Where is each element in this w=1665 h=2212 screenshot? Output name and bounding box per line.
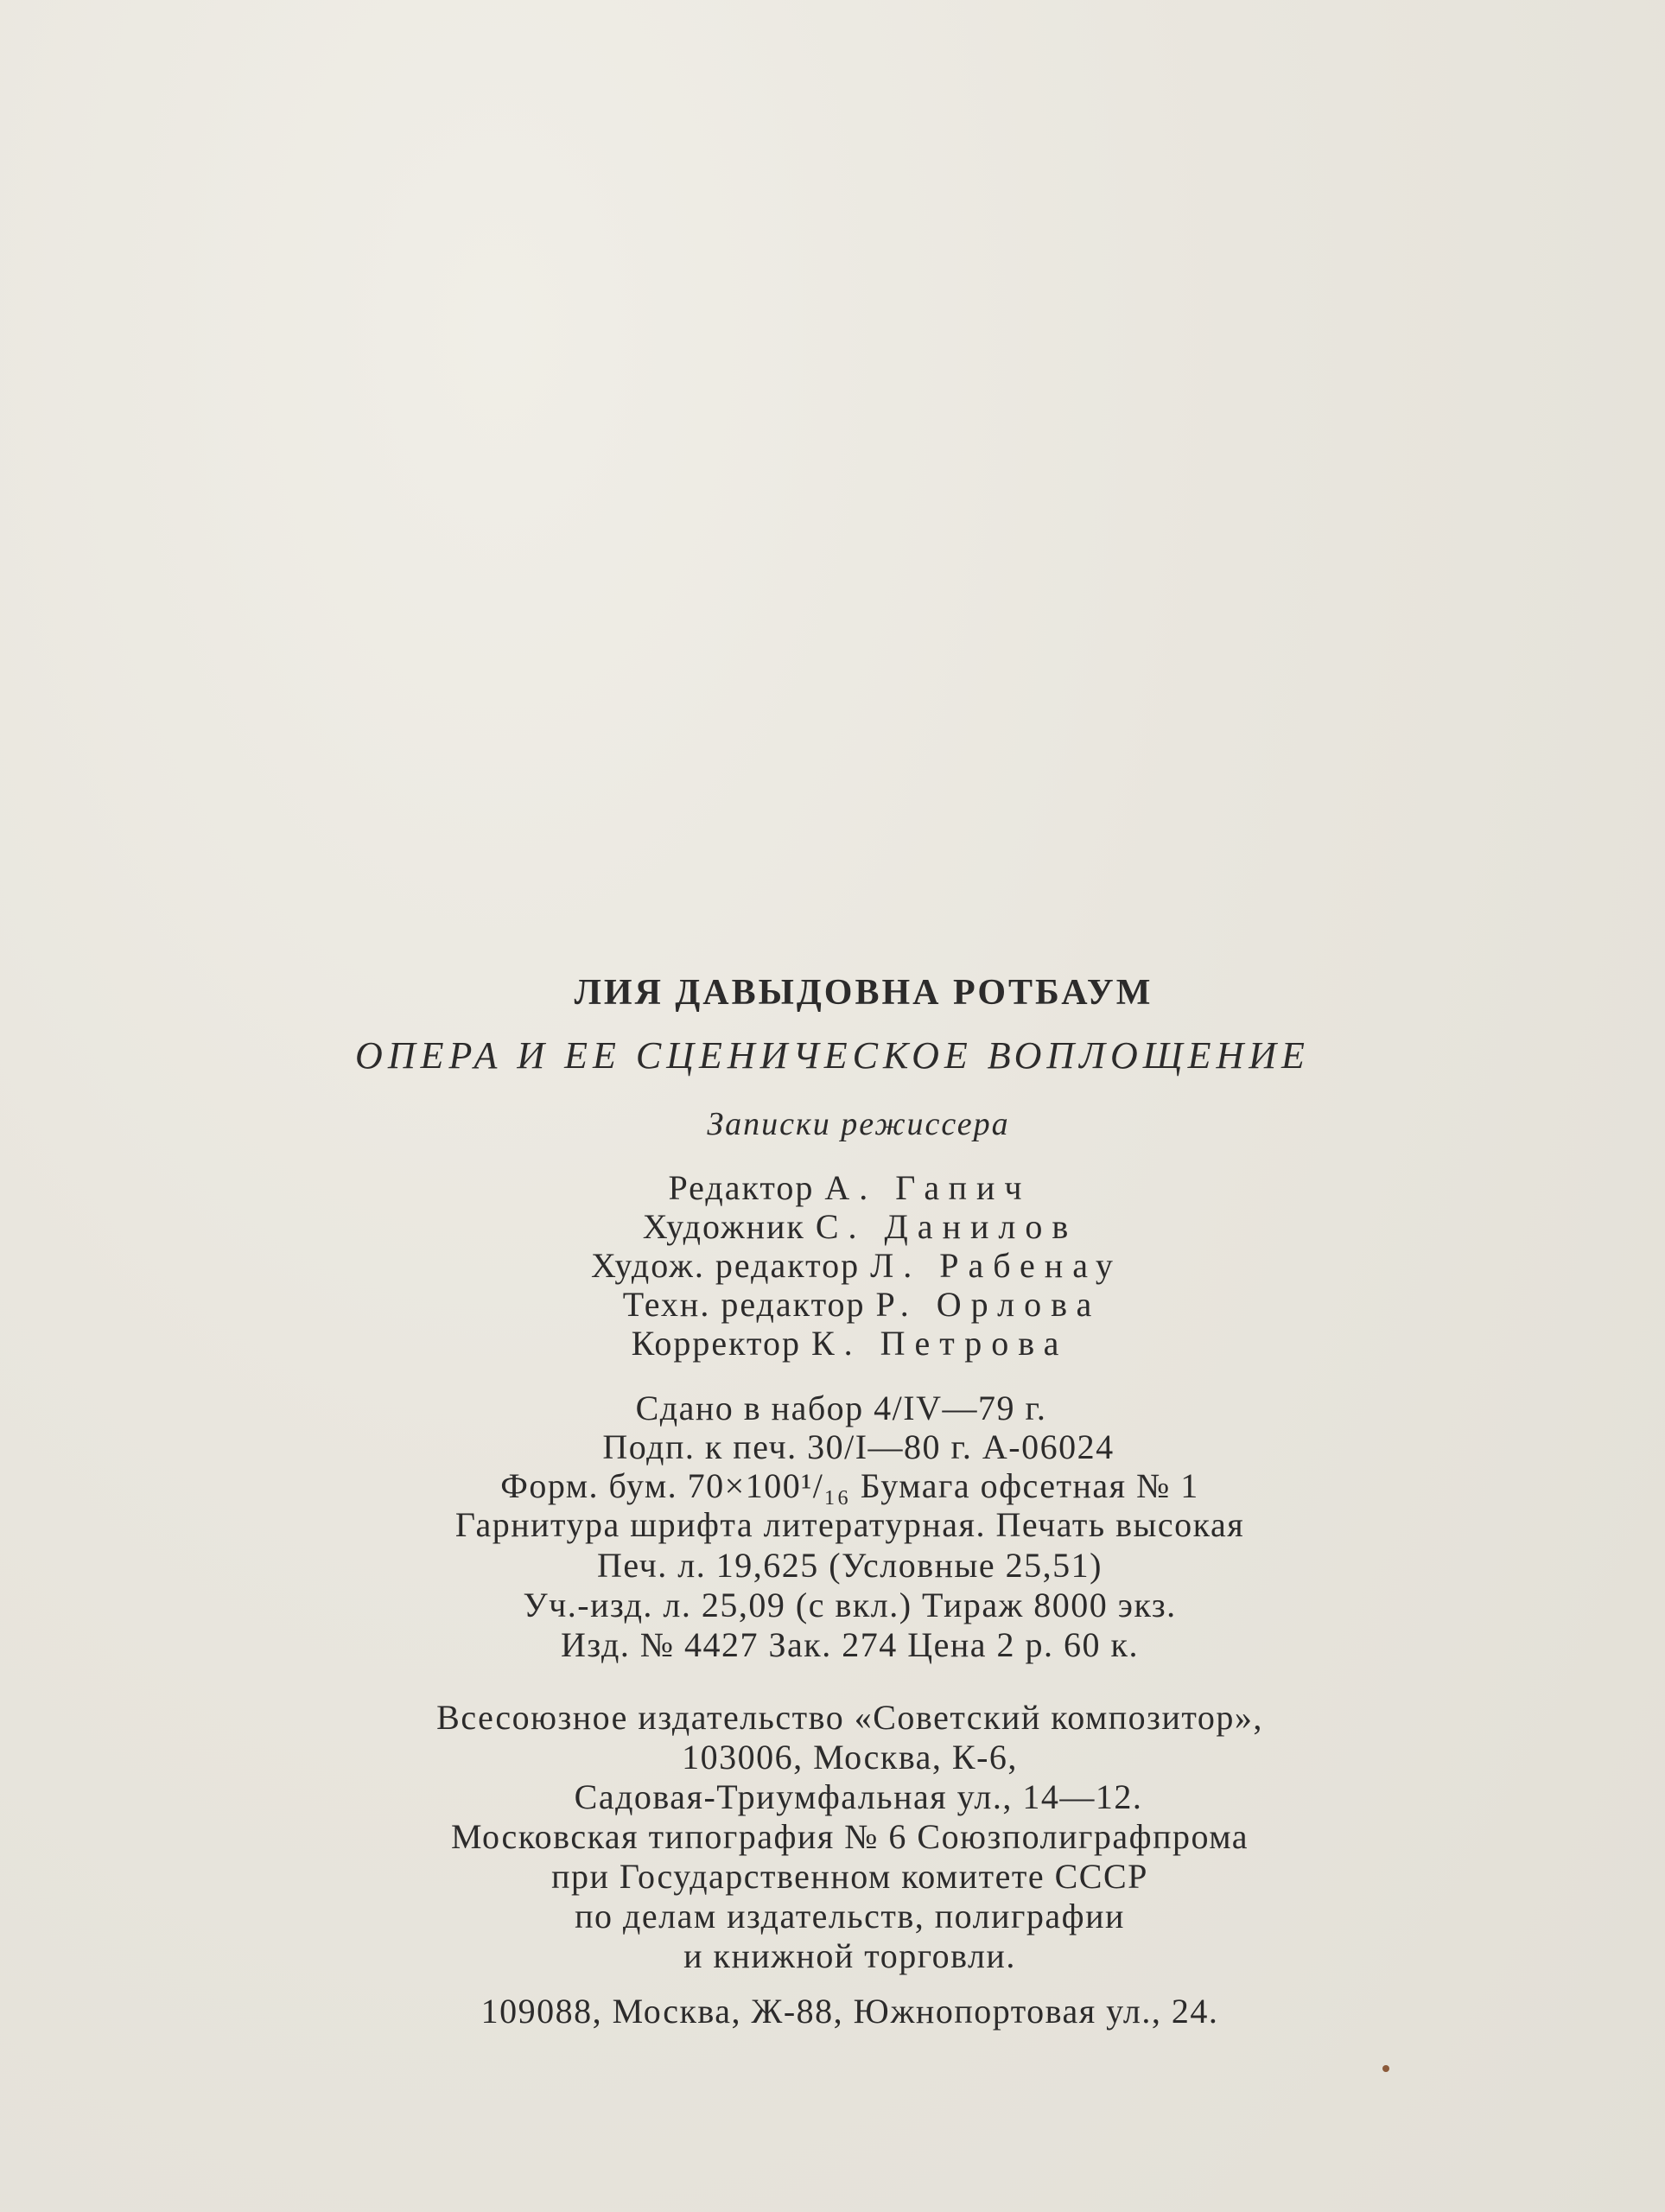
publisher-line: по делам издательств, полиграфии <box>575 1897 1125 1936</box>
publisher-line: Садовая-Триумфальная ул., 14—12. <box>574 1777 1143 1816</box>
credit-role: Корректор <box>631 1324 801 1363</box>
publisher-line: и книжной торговли. <box>683 1936 1016 1975</box>
paper-speck <box>1382 2065 1389 2072</box>
publisher-line: 103006, Москва, К-6, <box>682 1738 1018 1777</box>
publisher-line: Московская типография № 6 Союзполиграфпрома <box>450 1817 1249 1856</box>
spec-line: Уч.-изд. л. 25,09 (с вкл.) Тираж 8000 экз. <box>523 1586 1177 1624</box>
credit-person: К. Петрова <box>810 1324 1069 1363</box>
credit-person: С. Данилов <box>815 1207 1078 1246</box>
book-title: ОПЕРА И ЕЕ СЦЕНИЧЕСКОЕ ВОПЛОЩЕНИЕ <box>355 1034 1310 1077</box>
spec-line: Изд. № 4427 Зак. 274 Цена 2 р. 60 к. <box>561 1625 1139 1664</box>
spec-line: Печ. л. 19,625 (Условные 25,51) <box>596 1546 1103 1585</box>
spec-line: Сдано в набор 4/IV—79 г. <box>635 1389 1047 1427</box>
author-name: ЛИЯ ДАВЫДОВНА РОТБАУМ <box>574 973 1153 1013</box>
credit-line <box>29 1287 1665 1322</box>
spec-line: Подп. к печ. 30/I—80 г. А-06024 <box>602 1427 1115 1466</box>
credit-role: Редактор <box>668 1168 815 1207</box>
credit-line <box>28 1207 1665 1246</box>
credit-line <box>17 1326 1665 1361</box>
credit-line <box>17 1168 1665 1207</box>
credit-role: Худож. редактор <box>591 1246 861 1285</box>
spec-line: Форм. бум. 70×100¹/₁₆ Бумага офсетная № 1 <box>500 1466 1199 1505</box>
credit-line <box>24 1246 1665 1285</box>
credit-person: Л. Рабенау <box>870 1246 1122 1285</box>
credit-person: Р. Орлова <box>875 1285 1102 1324</box>
credit-role: Художник <box>642 1207 805 1246</box>
spec-line: Гарнитура шрифта литературная. Печать высокая <box>454 1505 1245 1544</box>
publisher-line: Всесоюзное издательство «Советский композитор», <box>436 1698 1263 1737</box>
publisher-line: 109088, Москва, Ж-88, Южнопортовая ул., 24. <box>480 1992 1219 2031</box>
book-subtitle: Записки режиссера <box>707 1106 1010 1142</box>
credit-person: А. Гапич <box>824 1168 1032 1207</box>
publisher-line: при Государственном комитете СССР <box>551 1857 1148 1896</box>
credit-role: Техн. редактор <box>622 1285 866 1324</box>
